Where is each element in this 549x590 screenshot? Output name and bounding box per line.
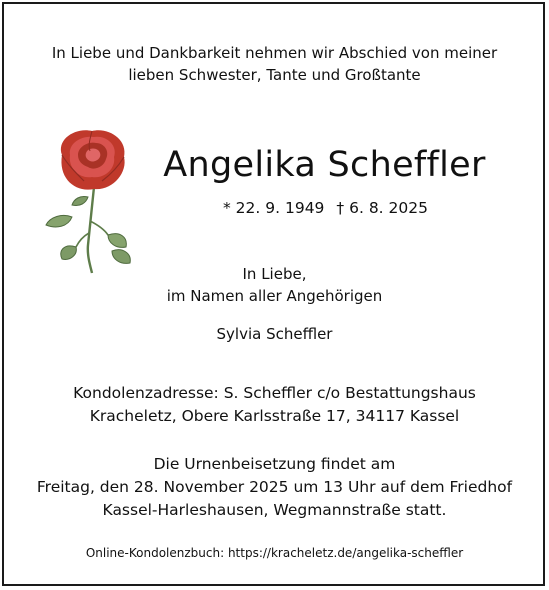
address-line-1: Kondolenzadresse: S. Scheffler c/o Bestattungshaus (73, 384, 476, 402)
intro-text (0, 42, 549, 86)
funeral-details (0, 453, 549, 522)
funeral-line-2: Freitag, den 28. November 2025 um 13 Uhr auf dem Friedhof (36, 478, 513, 496)
family-line-1: In Liebe, (242, 265, 307, 283)
life-dates (218, 197, 433, 219)
funeral-line-1: Die Urnenbeisetzung findet am (153, 455, 396, 473)
signer-name: Sylvia Scheffler (216, 325, 333, 343)
intro-line-1: In Liebe und Dankbarkeit nehmen wir Abschied von meiner (51, 44, 498, 62)
funeral-line-3: Kassel-Harleshausen, Wegmannstraße statt. (102, 501, 447, 519)
death-date: † 6. 8. 2025 (336, 199, 428, 217)
condolence-address (0, 382, 549, 428)
rose-image (32, 125, 138, 275)
birth-date: * 22. 9. 1949 (223, 199, 325, 217)
address-line-2: Kracheletz, Obere Karlsstraße 17, 34117 Kassel (89, 407, 460, 425)
family-line-2: im Namen aller Angehörigen (166, 287, 383, 305)
online-condolence-link: Online-Kondolenzbuch: https://kracheletz.de/angelika-scheffler (85, 546, 464, 560)
deceased-name: Angelika Scheffler (163, 145, 486, 185)
family-greeting (0, 263, 549, 307)
intro-line-2: lieben Schwester, Tante und Großtante (128, 66, 421, 84)
